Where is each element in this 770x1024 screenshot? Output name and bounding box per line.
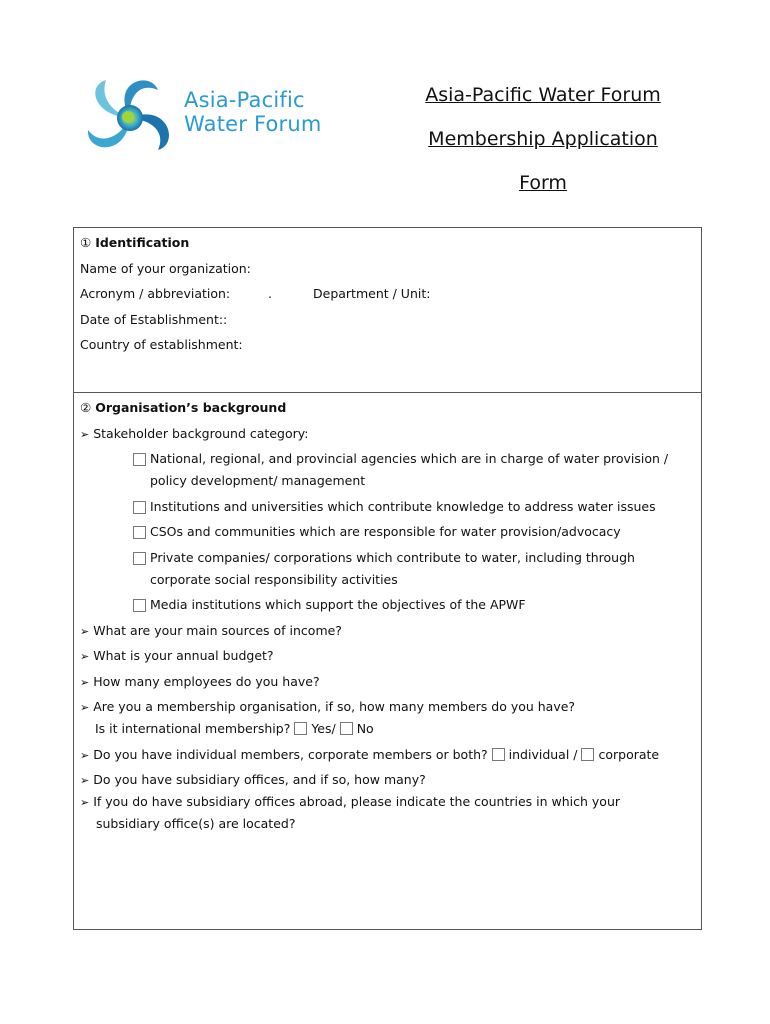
date-established-label: Date of Establishment::: [80, 312, 228, 327]
option-agencies-line2: policy development/ management: [150, 473, 366, 488]
international-no-checkbox[interactable]: [340, 722, 353, 735]
option-agencies-line1: National, regional, and provincial agencies which are in charge of water provision /: [150, 451, 669, 466]
option-csos-label: CSOs and communities which are responsible for water provision/advocacy: [150, 524, 621, 539]
section1-marker: ①: [80, 235, 92, 250]
option-private-line2: corporate social responsibility activities: [150, 572, 398, 587]
identification-heading: [80, 235, 189, 250]
identification-section: [73, 227, 702, 393]
form-title-line3: Form: [519, 172, 567, 194]
income-question: [80, 623, 342, 638]
section2-heading-text: Organisation’s background: [95, 400, 287, 415]
members-type-question: [80, 747, 659, 762]
option-agencies-checkbox[interactable]: [133, 453, 146, 466]
budget-question: [80, 648, 274, 663]
membership-label: Are you a membership organisation, if so, how many members do you have?: [93, 699, 576, 714]
acronym-label: Acronym / abbreviation:: [80, 286, 231, 301]
country-label: Country of establishment:: [80, 337, 243, 352]
income-label: What are your main sources of income?: [93, 623, 342, 638]
logo-line1: Asia-Pacific: [184, 88, 305, 112]
corporate-label: corporate: [598, 747, 660, 762]
abroad-line1: If you do have subsidiary offices abroad, please indicate the countries in which your: [93, 794, 621, 809]
section2-marker: ②: [80, 400, 92, 415]
bullet-arrow-icon: ➢: [80, 676, 90, 689]
abroad-line2: subsidiary office(s) are located?: [96, 816, 296, 831]
org-name-label: Name of your organization:: [80, 261, 251, 276]
option-private-checkbox[interactable]: [133, 552, 146, 565]
section1-heading-text: Identification: [95, 235, 190, 250]
apwf-logo: [80, 72, 350, 164]
budget-label: What is your annual budget?: [93, 648, 274, 663]
option-media-label: Media institutions which support the objectives of the APWF: [150, 597, 526, 612]
bullet-arrow-icon: ➢: [80, 701, 90, 714]
acronym-dot: .: [268, 286, 272, 301]
option-csos-checkbox[interactable]: [133, 526, 146, 539]
individual-label: individual /: [508, 747, 578, 762]
international-question: [95, 721, 374, 736]
stakeholder-question: [80, 426, 308, 441]
bullet-arrow-icon: ➢: [80, 428, 90, 441]
international-yes-checkbox[interactable]: [294, 722, 307, 735]
subsidiary-label: Do you have subsidiary offices, and if so, how many?: [93, 772, 426, 787]
option-institutions-label: Institutions and universities which contribute knowledge to address water issues: [150, 499, 656, 514]
option-institutions-checkbox[interactable]: [133, 501, 146, 514]
logo-text: [184, 88, 322, 136]
option-media-checkbox[interactable]: [133, 599, 146, 612]
bullet-arrow-icon: ➢: [80, 774, 90, 787]
employees-label: How many employees do you have?: [93, 674, 320, 689]
bullet-arrow-icon: ➢: [80, 625, 90, 638]
members-type-label: Do you have individual members, corporate members or both?: [93, 747, 488, 762]
bullet-arrow-icon: ➢: [80, 650, 90, 663]
no-label: No: [356, 721, 374, 736]
form-title-line2: Membership Application: [428, 128, 658, 150]
international-label: Is it international membership?: [95, 721, 291, 736]
bullet-arrow-icon: ➢: [80, 749, 90, 762]
stakeholder-label: Stakeholder background category:: [93, 426, 309, 441]
option-private-line1: Private companies/ corporations which contribute to water, including through: [150, 550, 635, 565]
bullet-arrow-icon: ➢: [80, 796, 90, 809]
membership-question: [80, 699, 575, 714]
subsidiary-question: [80, 772, 426, 787]
logo-line2: Water Forum: [184, 112, 322, 136]
individual-checkbox[interactable]: [492, 748, 505, 761]
abroad-question: [80, 794, 620, 809]
form-title-line1: Asia-Pacific Water Forum: [425, 84, 661, 106]
background-heading: [80, 400, 286, 415]
employees-question: [80, 674, 320, 689]
department-label: Department / Unit:: [313, 286, 431, 301]
apwf-swirl-icon: [80, 72, 180, 164]
corporate-checkbox[interactable]: [581, 748, 594, 761]
yes-label: Yes/: [311, 721, 336, 736]
